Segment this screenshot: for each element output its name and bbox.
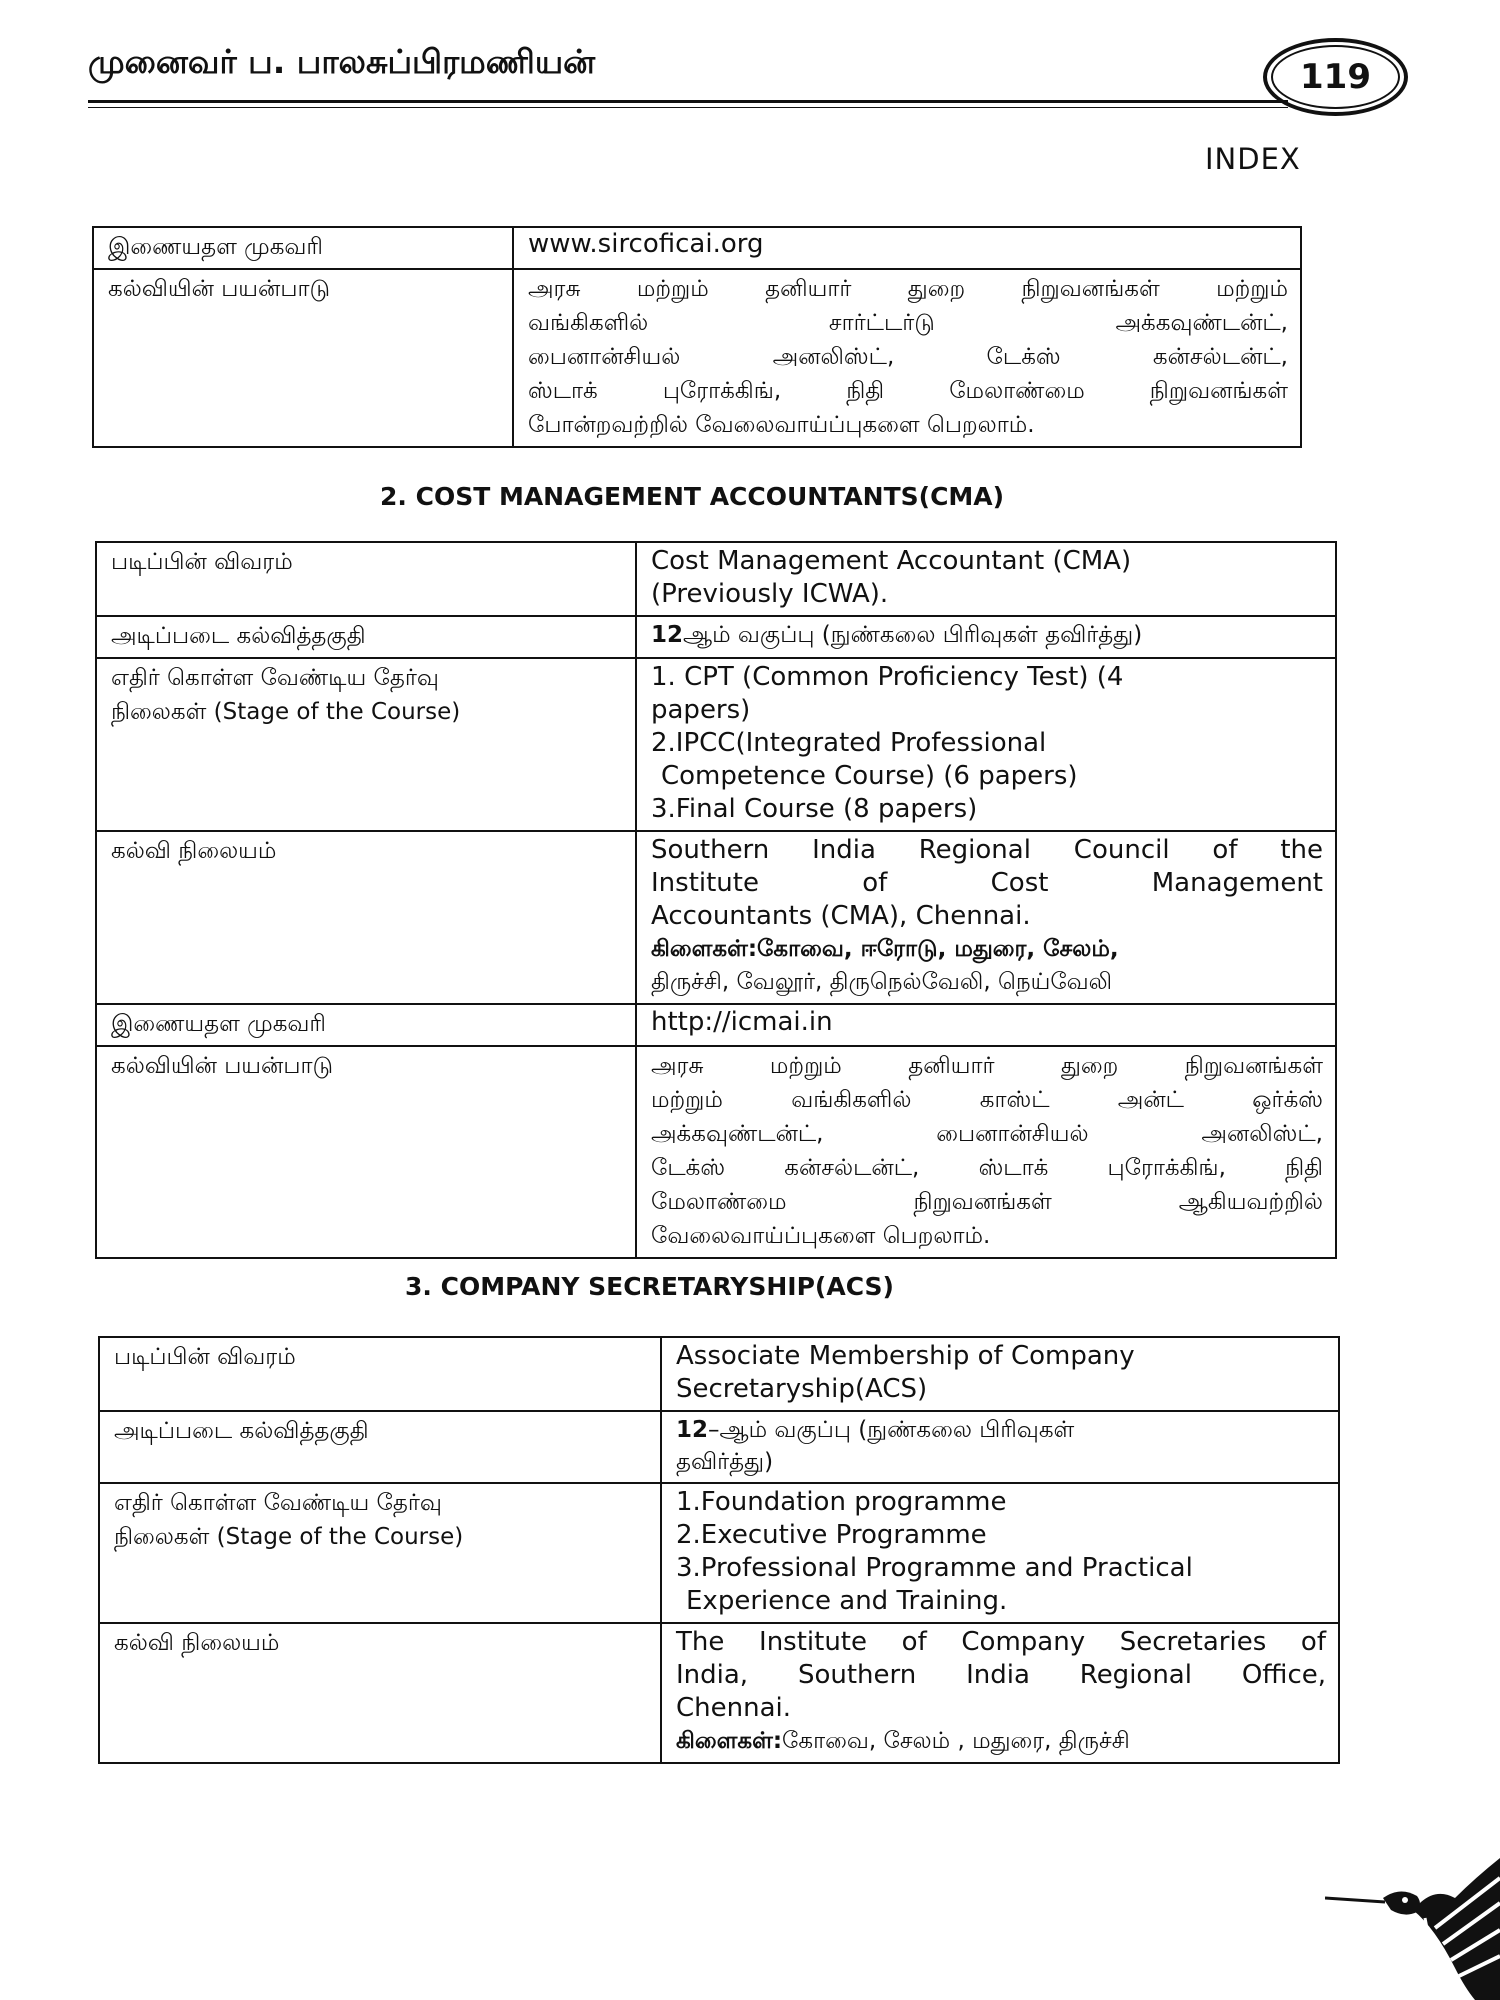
stages-label — [96, 658, 636, 831]
table-row — [93, 227, 1301, 269]
course-line: Cost Management Accountant (CMA) — [651, 546, 1132, 576]
institute-line: India, Southern India Regional Office, — [676, 1660, 1326, 1690]
use-line: வேலைவாய்ப்புகளை பெறலாம். — [651, 1223, 991, 1249]
stages-label — [99, 1483, 661, 1623]
page-header — [88, 38, 1418, 118]
use-line: போன்றவற்றில் வேலைவாய்ப்புகளை பெறலாம். — [528, 412, 1035, 438]
author-name: முனைவர் ப. பாலசுப்பிரமணியன் — [88, 42, 596, 81]
table-row — [96, 542, 1336, 616]
use-line: மேலாண்மை நிறுவனங்கள் ஆகியவற்றில் — [651, 1189, 1323, 1215]
use-value — [513, 269, 1301, 447]
stage-line: Experience and Training. — [686, 1586, 1008, 1616]
institute-value — [661, 1623, 1339, 1763]
use-line: ஸ்டாக் புரோக்கிங், நிதி மேலாண்மை நிறுவனங்கள் — [528, 378, 1288, 404]
stage-line: papers) — [651, 695, 751, 725]
website-label: இணையதள முகவரி — [96, 1004, 636, 1046]
qualification-number: 12 — [676, 1417, 709, 1443]
website-label: இணையதள முகவரி — [93, 227, 513, 269]
course-value — [636, 542, 1336, 616]
table-acs — [98, 1336, 1340, 1764]
stage-line: 2.IPCC(Integrated Professional — [651, 728, 1047, 758]
use-line: மற்றும் வங்கிகளில் காஸ்ட் அன்ட் ஒர்க்ஸ் — [651, 1087, 1323, 1113]
institute-label: கல்வி நிலையம் — [99, 1623, 661, 1763]
table-row — [99, 1483, 1339, 1623]
table-ca-continued — [92, 226, 1302, 448]
use-line: அரசு மற்றும் தனியார் துறை நிறுவனங்கள் — [651, 1053, 1323, 1079]
stage-line: 3.Final Course (8 papers) — [651, 794, 978, 824]
use-line: டேக்ஸ் கன்சல்டன்ட், ஸ்டாக் புரோக்கிங், நிதி — [651, 1155, 1323, 1181]
page-number: 119 — [1271, 45, 1400, 109]
table-row — [96, 658, 1336, 831]
institute-line: The Institute of Company Secretaries of — [676, 1627, 1326, 1657]
stages-label-line: எதிர் கொள்ள வேண்டிய தேர்வு — [114, 1490, 442, 1516]
stages-label-line: எதிர் கொள்ள வேண்டிய தேர்வு — [111, 665, 439, 691]
stages-value — [636, 658, 1336, 831]
qualification-value — [636, 616, 1336, 658]
table-row — [93, 269, 1301, 447]
branches-line: கிளைகள்:கோவை, ஈரோடு, மதுரை, சேலம், — [651, 936, 1119, 962]
branches-prefix: கிளைகள்: — [676, 1728, 783, 1754]
institute-line: Institute of Cost Management — [651, 868, 1323, 898]
institute-line: Accountants (CMA), Chennai. — [651, 901, 1031, 931]
qualification-text-2: தவிர்த்து) — [676, 1449, 774, 1475]
qualification-text: ஆம் வகுப்பு (நுண்கலை பிரிவுகள் தவிர்த்து) — [683, 622, 1143, 648]
stages-label-line: நிலைகள் (Stage of the Course) — [114, 1524, 464, 1550]
qualification-label: அடிப்படை கல்வித்தகுதி — [99, 1411, 661, 1483]
table-row — [99, 1623, 1339, 1763]
institute-line: Southern India Regional Council of the — [651, 835, 1323, 865]
course-line: Secretaryship(ACS) — [676, 1374, 928, 1404]
stages-label-line: நிலைகள் (Stage of the Course) — [111, 699, 461, 725]
institute-value — [636, 831, 1336, 1004]
branches-text: கோவை, சேலம் , மதுரை, திருச்சி — [782, 1728, 1130, 1754]
table-row — [96, 831, 1336, 1004]
page-number-badge — [1263, 38, 1408, 116]
use-line: பைனான்சியல் அனலிஸ்ட், டேக்ஸ் கன்சல்டன்ட், — [528, 344, 1288, 370]
hummingbird-icon — [1325, 1858, 1500, 2000]
section-title-cma: 2. COST MANAGEMENT ACCOUNTANTS(CMA) — [380, 482, 1005, 511]
institute-line: Chennai. — [676, 1693, 792, 1723]
use-label: கல்வியின் பயன்பாடு — [93, 269, 513, 447]
table-row — [99, 1337, 1339, 1411]
stage-line: 2.Executive Programme — [676, 1520, 987, 1550]
table-row — [96, 616, 1336, 658]
stage-line: 3.Professional Programme and Practical — [676, 1553, 1193, 1583]
section-title-acs: 3. COMPANY SECRETARYSHIP(ACS) — [405, 1272, 894, 1301]
course-line: Associate Membership of Company — [676, 1341, 1135, 1371]
course-label: படிப்பின் விவரம் — [99, 1337, 661, 1411]
table-row — [96, 1046, 1336, 1258]
table-row — [99, 1411, 1339, 1483]
use-value — [636, 1046, 1336, 1258]
course-label: படிப்பின் விவரம் — [96, 542, 636, 616]
stage-line: 1.Foundation programme — [676, 1487, 1007, 1517]
qualification-label: அடிப்படை கல்வித்தகுதி — [96, 616, 636, 658]
qualification-number: 12 — [651, 622, 684, 648]
qualification-value — [661, 1411, 1339, 1483]
stage-line: Competence Course) (6 papers) — [661, 761, 1078, 791]
header-rule — [88, 100, 1288, 108]
course-value — [661, 1337, 1339, 1411]
use-label: கல்வியின் பயன்பாடு — [96, 1046, 636, 1258]
website-value: www.sircoficai.org — [513, 227, 1301, 269]
course-line: (Previously ICWA). — [651, 579, 889, 609]
stages-value — [661, 1483, 1339, 1623]
use-line: அக்கவுண்டன்ட், பைனான்சியல் அனலிஸ்ட், — [651, 1121, 1323, 1147]
institute-label: கல்வி நிலையம் — [96, 831, 636, 1004]
stage-line: 1. CPT (Common Proficiency Test) (4 — [651, 662, 1124, 692]
table-cma — [95, 541, 1337, 1259]
table-row — [96, 1004, 1336, 1046]
website-value: http://icmai.in — [636, 1004, 1336, 1046]
use-line: அரசு மற்றும் தனியார் துறை நிறுவனங்கள் மற்றும் — [528, 276, 1288, 302]
branches-line: திருச்சி, வேலூர், திருநெல்வேலி, நெய்வேலி — [651, 969, 1113, 995]
index-label: INDEX — [1205, 142, 1301, 176]
qualification-text: –ஆம் வகுப்பு (நுண்கலை பிரிவுகள் — [708, 1417, 1075, 1443]
use-line: வங்கிகளில் சார்ட்டர்டு அக்கவுண்டன்ட், — [528, 310, 1288, 336]
